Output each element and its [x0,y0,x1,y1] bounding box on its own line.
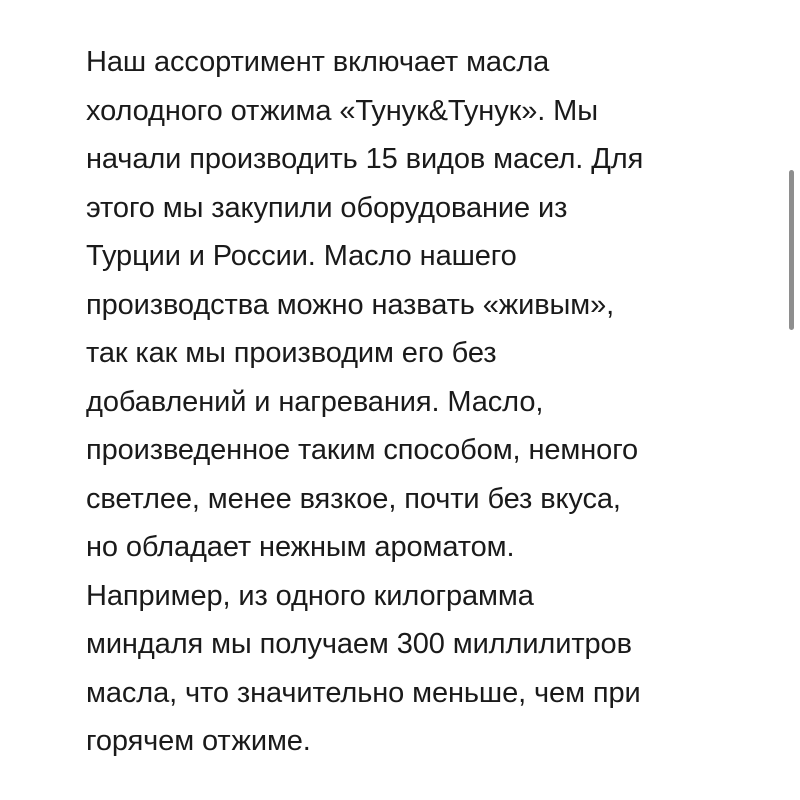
article-line: так как мы производим его без [86,337,497,369]
article-line: этого мы закупили оборудование из [86,191,568,224]
article-line: производства можно назвать «живым», [86,288,615,321]
article-line: Например, из одного килограмма [86,579,534,612]
article-line: начали производить 15 видов масел. Для [86,143,644,175]
article-text [86,38,776,766]
article-line: масла, что значительно меньше, чем при [86,676,641,709]
article-line: горячем отжиме. [86,725,311,757]
article-line: холодного отжима «Тунук&Тунук». Мы [86,94,598,127]
article-line: миндаля мы получаем 300 миллилитров [86,628,632,660]
article-line: произведенное таким способом, немного [86,434,639,466]
article-line: Турции и России. Масло нашего [86,240,517,272]
article-line: добавлений и нагревания. Масло, [86,385,544,418]
article-line: Наш ассортимент включает масла [86,46,550,78]
article-line: светлее, менее вязкое, почти без вкуса, [86,482,621,515]
scrollbar-thumb[interactable] [789,170,794,330]
article-line: но обладает нежным ароматом. [86,531,515,563]
